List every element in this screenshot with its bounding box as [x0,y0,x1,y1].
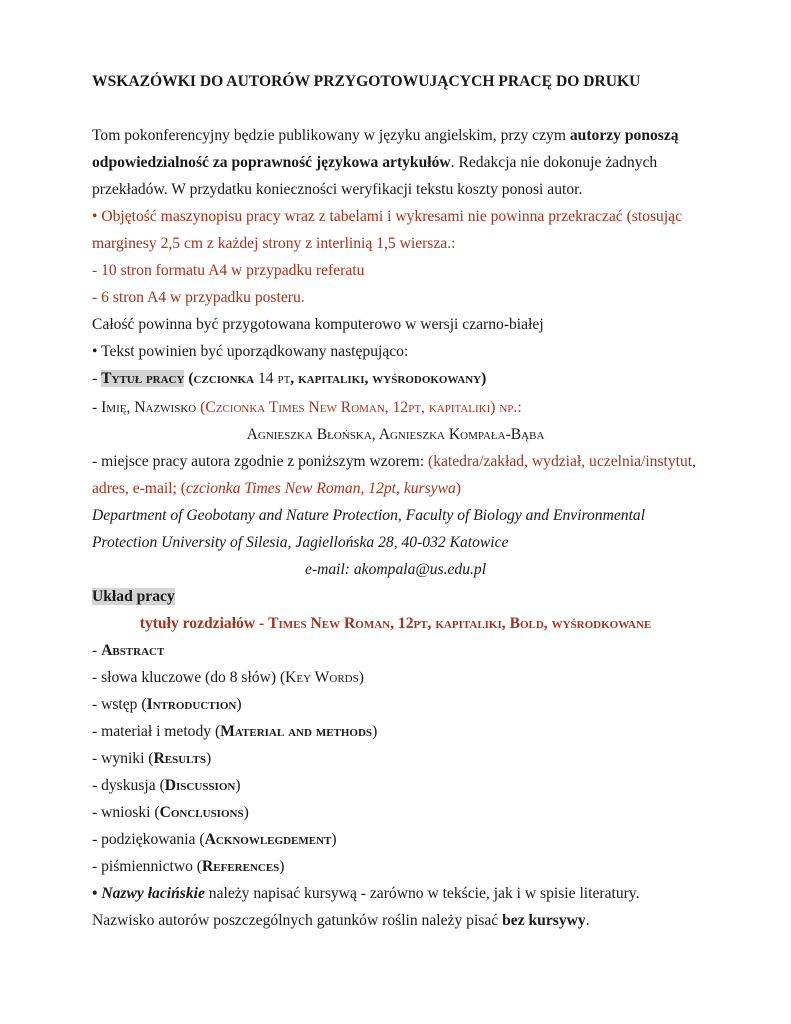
affiliation-email: e-mail: akompala@us.edu.pl [304,561,487,578]
volume-poster: - 6 stron A4 w przypadku posteru. [92,289,305,306]
species-note-emphasis: bez kursywy [502,912,586,929]
section-intro-en: Introduction [146,696,237,713]
affiliation-paren: ) [455,480,461,497]
latin-note-rest: należy napisać kursywą - zarówno w tekście, jak i w spisie literatury. [204,885,640,902]
latin-note-term: Nazwy łacińskie [101,885,205,902]
name-rule [92,398,522,418]
species-note-text: Nazwisko autorów poszczególnych gatunków roślin należy pisać [92,912,503,929]
section-conclusions [92,803,249,823]
section-abstract-en: Abstract [101,642,165,659]
intro-emphasis-2: odpowiedzialność za poprawność językowa artykułów [92,154,451,171]
section-intro-pre: - wstęp ( [92,696,147,713]
section-methods [92,722,377,742]
intro-line-2 [92,153,657,173]
title-rule [92,369,486,389]
section-keywords [92,668,364,688]
affiliation-example-1: Department of Geobotany and Nature Protection, Faculty of Biology and Environmental [92,507,646,524]
section-keywords-post: ) [358,669,364,686]
section-methods-post: ) [372,723,378,740]
intro-line-3: przekładów. W przydatku konieczności weryfikacji tekstu koszty ponosi autor. [92,181,583,198]
section-discussion [92,776,241,796]
section-conclusions-en: Conclusions [159,804,244,821]
affiliation-spec: (katedra/zakład, wydział, uczelnia/instytut, [428,453,697,470]
section-references [92,857,285,877]
species-note [92,911,590,931]
example-names: Agnieszka Błońska, Agnieszka Kompała-Bąba [246,426,545,443]
section-intro-post: ) [236,696,242,713]
section-methods-en: Material and methods [220,723,373,740]
affiliation-label: - miejsce pracy autora zgodnie z poniższym wzorem: [92,453,428,470]
intro-text-2: . Redakcja nie dokonuje żadnych [450,154,658,171]
section-results-en: Results [153,750,206,767]
section-results [92,749,211,769]
volume-line-2: marginesy 2,5 cm z każdej strony z interlinią 1,5 wiersza.: [92,235,456,252]
chapter-rule [0,614,791,634]
section-discussion-en: Discussion [164,777,236,794]
format-note: Całość powinna być przygotowana komputerowo w wersji czarno-białej [92,316,544,333]
section-ack-pre: - podziękowania ( [92,831,205,848]
section-abstract [92,641,164,661]
section-discussion-post: ) [235,777,241,794]
affiliation-font-spec: czcionka Times New Roman, 12pt, kursywa [185,480,456,497]
section-discussion-pre: - dyskusja ( [92,777,165,794]
section-references-pre: - piśmiennictwo ( [92,858,203,875]
title-rule-size: 14 pt [257,370,291,387]
section-conclusions-post: ) [243,804,249,821]
affiliation-example-2: Protection University of Silesia, Jagiellońska 28, 40-032 Katowice [92,534,509,551]
title-rule-spec-b: , kapitaliki, wyśrodokowany) [290,370,487,387]
name-rule-label: - Imię, Nazwisko [92,399,201,416]
section-results-post: ) [205,750,212,767]
order-note: • Tekst powinien być uporządkowany następująco: [92,343,409,360]
latin-note [92,884,640,904]
chapter-rule-label: tytuły rozdziałów - [139,615,269,632]
volume-line-1: • Objętość maszynopisu pracy wraz z tabelami i wykresami nie powinna przekraczać (stosując [92,208,682,225]
latin-note-bullet: • [92,885,102,902]
section-ack-en: Acknowlegdement [204,831,332,848]
affiliation-line-1 [92,452,696,472]
section-references-en: References [202,858,280,875]
affiliation-line-2 [92,479,461,499]
title-rule-spec-a: (czcionka [184,370,258,387]
section-ack-post: ) [331,831,337,848]
intro-line-1 [92,126,679,146]
species-note-end: . [585,912,590,929]
title-rule-label: Tytuł pracy [101,370,185,387]
intro-text: Tom pokonferencyjny będzie publikowany w języku angielskim, przy czym [92,127,570,144]
title-rule-dash: - [92,370,102,387]
layout-heading-label: Układ pracy [92,588,175,605]
section-results-pre: - wyniki ( [92,750,154,767]
section-keywords-pre: - słowa kluczowe (do 8 słów) ( [92,669,286,686]
affiliation-spec-2: adres, e-mail; ( [92,480,186,497]
section-references-post: ) [279,858,285,875]
section-acknowledgement [92,830,337,850]
section-methods-pre: - materiał i metody ( [92,723,221,740]
section-conclusions-pre: - wnioski ( [92,804,160,821]
section-abstract-pre: - [92,642,102,659]
chapter-rule-spec: Times New Roman, 12pt, kapitaliki, Bold, wyśrodkowane [268,615,652,632]
document-title: WSKAZÓWKI DO AUTORÓW PRZYGOTOWUJĄCYCH PRACĘ DO DRUKU [92,73,641,90]
section-introduction [92,695,242,715]
layout-heading [92,587,175,607]
intro-emphasis: autorzy ponoszą [569,127,679,144]
section-keywords-en: Key Words [285,669,359,686]
name-rule-spec: (Czcionka Times New Roman, 12pt, kapitaliki) np.: [200,399,522,416]
volume-referat: - 10 stron formatu A4 w przypadku referatu [92,262,365,279]
